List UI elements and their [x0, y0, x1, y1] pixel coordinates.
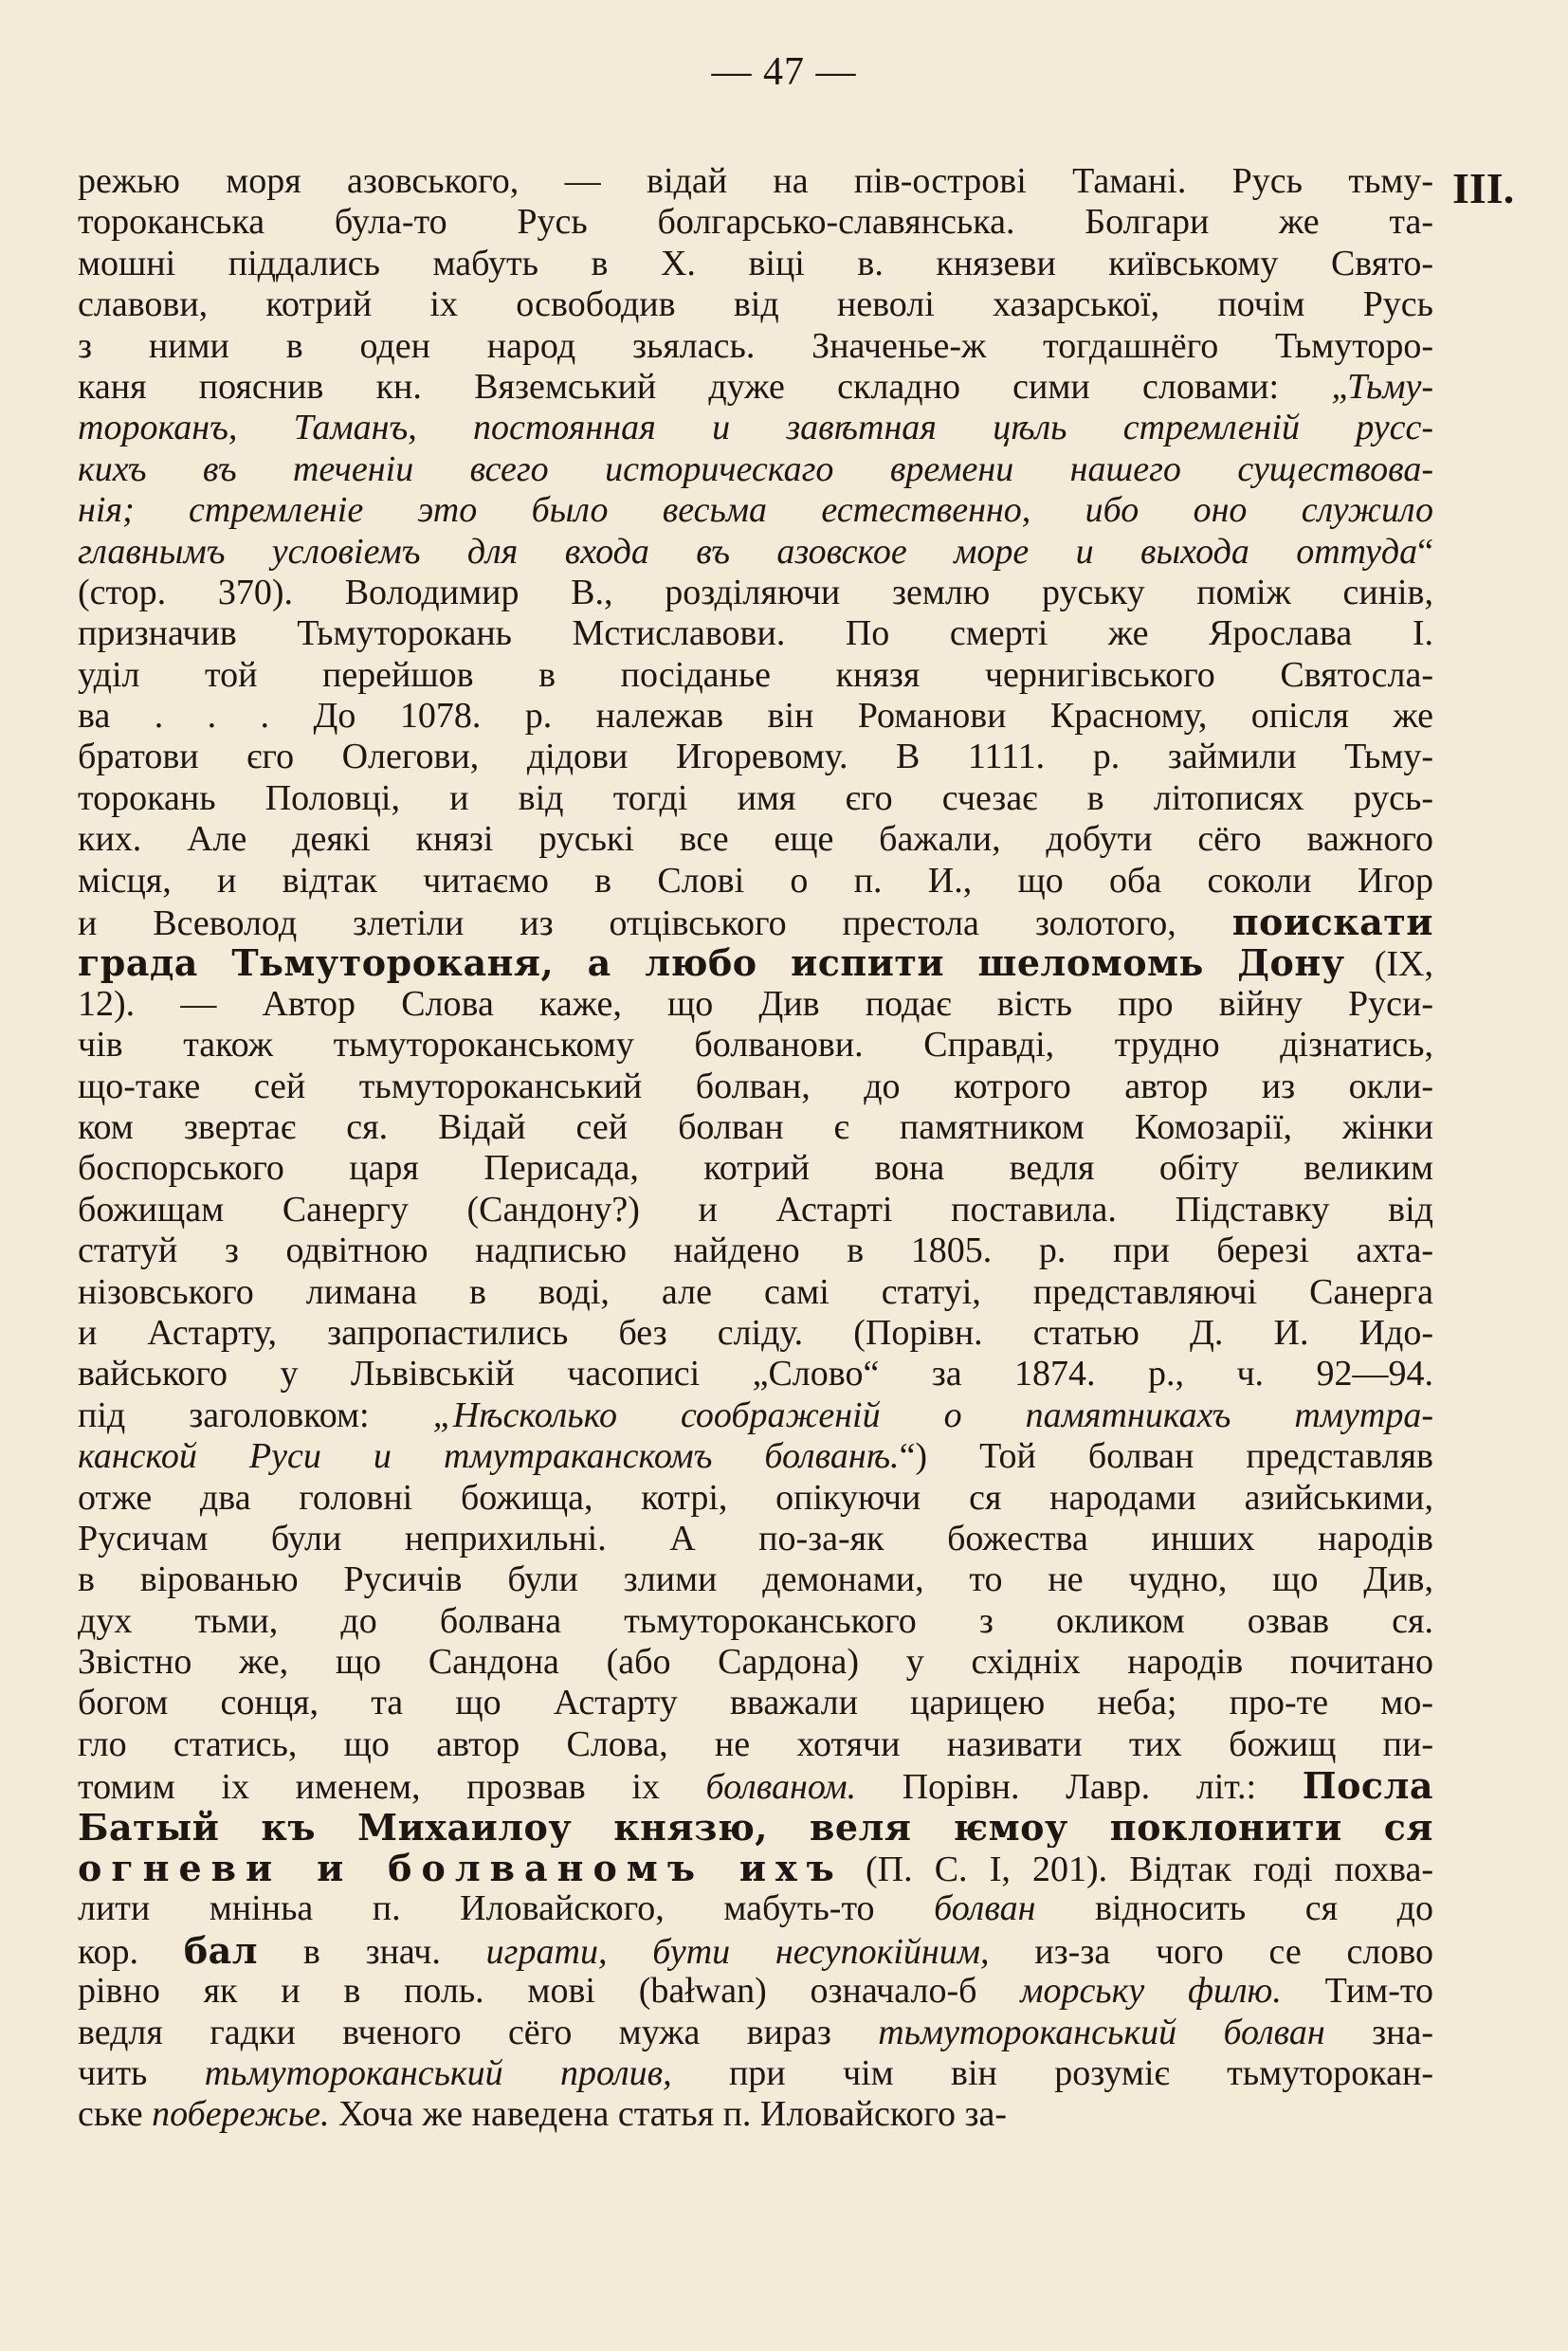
text-segment: и Астарту, запропастились без сліду. (Порівн. статью Д. И. Идо-: [78, 1312, 1433, 1353]
text-segment: в знач.: [258, 1931, 486, 1972]
text-line: [78, 737, 1433, 777]
text-line: [78, 2053, 1433, 2094]
text-line: [78, 2013, 1433, 2053]
text-line: [78, 1025, 1433, 1066]
text-segment: нізовського лимана в воді, але самі статуі, представляючі Санерга: [78, 1271, 1433, 1312]
text-line: [78, 1478, 1433, 1519]
text-segment: з ними в оден народ зьялась. Значенье-ж тогдашнёго Тьмуторо-: [78, 325, 1433, 366]
text-line: [78, 1436, 1433, 1477]
text-line: [78, 1519, 1433, 1559]
text-segment: божищам Санергу (Сандону?) и Астарті поставила. Підставку від: [78, 1189, 1433, 1230]
text-segment: каня пояснив кн. Вяземський дуже складно сими словами:: [78, 366, 1332, 407]
text-line: [78, 573, 1433, 613]
text-segment: дух тьми, до болвана тьмутороканського з окликом озвав ся.: [78, 1600, 1433, 1641]
text-segment: уділ той перейшов в посіданье князя чернигівського Святосла-: [78, 654, 1433, 695]
styled-text-segment: „Нѣсколько соображеній о памятникахъ тмутра-: [432, 1394, 1433, 1435]
text-segment: при чім він розуміє тьмуторокан-: [671, 2052, 1433, 2093]
styled-text-segment: болван: [934, 1888, 1036, 1929]
text-segment: (П. С. I, 201). Відтак годі похва-: [843, 1850, 1433, 1889]
text-segment: тороканська була-то Русь болгарсько-славянська. Болгари же та-: [78, 202, 1433, 243]
text-segment: (стор. 370). Володимир В., розділяючи землю руську поміж синів,: [78, 572, 1433, 612]
text-line: [78, 1642, 1433, 1683]
text-segment: призначив Тьмуторокань Мстиславови. По смерті же Ярослава I.: [78, 613, 1433, 654]
styled-text-segment: играти, бути несупокійним,: [485, 1931, 990, 1972]
text-line: [78, 1354, 1433, 1394]
text-line: [78, 696, 1433, 737]
styled-text-segment: главнымъ условіемъ для входа въ азовское море и выхода оттуда: [78, 531, 1418, 572]
text-line: [78, 326, 1433, 367]
text-segment: “) Той болван представляв: [899, 1436, 1433, 1477]
styled-text-segment: болваном.: [705, 1767, 857, 1807]
styled-text-segment: нія; стремленіе это было весьма естественно, ибо оно служило: [78, 490, 1433, 531]
text-segment: лити мніньа п. Иловайского, мабуть-то: [78, 1888, 935, 1929]
text-line: [78, 902, 1433, 942]
text-line: [78, 1148, 1433, 1189]
text-segment: ва . . . До 1078. р. належав він Романови Красному, опісля же: [78, 696, 1433, 737]
text-line: [78, 942, 1433, 983]
styled-text-segment: огневи и болваномъ ихъ: [78, 1848, 844, 1889]
text-line: [78, 1395, 1433, 1436]
text-segment: мошні піддались мабуть в X. віці в. князеви київському Свято-: [78, 243, 1433, 283]
text-segment: відносить ся до: [1035, 1888, 1433, 1929]
text-segment: місця, и відтак читаємо в Слові о п. И., що оба соколи Игор: [78, 860, 1433, 901]
text-segment: братови єго Олегови, дідови Игоревому. В 1111. р. займили Тьму-: [78, 737, 1433, 777]
text-segment: торокань Половці, и від тогді имя єго счезає в літописях русь-: [78, 777, 1433, 818]
text-line: [78, 819, 1433, 860]
body-text: [78, 161, 1433, 2136]
text-line: [78, 532, 1433, 573]
text-segment: зна-: [1324, 2012, 1433, 2052]
text-line: [78, 1313, 1433, 1354]
text-segment: що-таке сей тьмутороканський болван, до котрого автор из окли-: [78, 1066, 1433, 1106]
text-line: [78, 1559, 1433, 1600]
text-line: [78, 1848, 1433, 1888]
text-segment: рівно як и в поль. мові (bałwan) означало-б: [78, 1971, 1021, 2012]
styled-text-segment: тороканъ, Таманъ, постоянная и завѣтная цѣль стремленій русс-: [78, 408, 1433, 448]
text-line: [78, 1107, 1433, 1148]
text-segment: в вірованью Русичів були злими демонами, то не чудно, що Див,: [78, 1559, 1433, 1600]
text-line: [78, 449, 1433, 490]
text-line: [78, 1807, 1433, 1848]
text-line: [78, 1066, 1433, 1107]
text-line: [78, 1971, 1433, 2012]
text-line: [78, 1724, 1433, 1765]
styled-text-segment: канской Руси и тмутраканскомъ болванѣ.: [78, 1436, 900, 1477]
text-segment: ких. Але деякі князі руські все еще бажали, добути сёго важного: [78, 819, 1433, 860]
styled-text-segment: бал: [183, 1929, 259, 1972]
text-line: [78, 284, 1433, 325]
styled-text-segment: тьмутороканський пролив,: [204, 2052, 672, 2093]
text-line: [78, 778, 1433, 819]
text-segment: чить: [78, 2052, 205, 2093]
text-segment: богом сонця, та що Астарту вважали царицею неба; про-те мо-: [78, 1683, 1433, 1723]
text-segment: томим іх именем, прозвав іх: [78, 1767, 706, 1807]
text-line: [78, 1930, 1433, 1971]
text-segment: боспорського царя Перисада, котрий вона ведля обіту великим: [78, 1148, 1433, 1189]
text-line: [78, 408, 1433, 448]
styled-text-segment: „Тьму-: [1331, 366, 1433, 407]
text-line: [78, 244, 1433, 284]
text-line: [78, 1601, 1433, 1642]
styled-text-segment: Батый къ Михаилоу князю, веля ѥмоу поклонити ся: [78, 1806, 1433, 1849]
text-segment: и Всеволод злетіли из отцівського престола золотого,: [78, 903, 1232, 943]
text-segment: гло статись, що автор Слова, не хотячи називати тих божищ пи-: [78, 1723, 1433, 1764]
text-line: [78, 161, 1433, 202]
text-line: [78, 655, 1433, 696]
text-segment: Порівн. Лавр. літ.:: [856, 1767, 1303, 1807]
styled-text-segment: побережье.: [152, 2094, 330, 2135]
text-segment: Звістно же, що Сандона (або Сардона) у східніх народів почитано: [78, 1642, 1433, 1683]
text-segment: чів також тьмутороканському болванови. Справді, трудно дізнатись,: [78, 1025, 1433, 1066]
text-segment: ське: [78, 2094, 153, 2135]
styled-text-segment: града Тьмутороканя, а любо испити шеломомь Дону: [78, 942, 1345, 984]
styled-text-segment: тьмутороканський болван: [878, 2012, 1325, 2052]
text-line: [78, 202, 1433, 243]
text-segment: отже два головні божища, котрі, опікуючи ся народами азийськими,: [78, 1477, 1433, 1518]
styled-text-segment: Посла: [1302, 1765, 1433, 1807]
text-segment: кор.: [78, 1931, 184, 1972]
text-line: [78, 1888, 1433, 1929]
text-line: [78, 984, 1433, 1025]
text-line: [78, 861, 1433, 902]
text-segment: славови, котрий іх освободив від неволі хазарської, почім Русь: [78, 284, 1433, 325]
text-line: [78, 1765, 1433, 1806]
page-number: — 47 —: [711, 50, 857, 94]
text-segment: Тим-то: [1281, 1971, 1433, 2012]
styled-text-segment: морську филю.: [1020, 1971, 1282, 2012]
text-segment: під заголовком:: [78, 1394, 433, 1435]
text-segment: Хоча же наведена статья п. Иловайского за-: [329, 2094, 1008, 2135]
styled-text-segment: кихъ въ теченіи всего историческаго времени нашего существова-: [78, 448, 1433, 489]
text-segment: ком звертає ся. Відай сей болван є памятником Комозарії, жінки: [78, 1106, 1433, 1147]
text-line: [78, 1190, 1433, 1230]
text-segment: (IX,: [1344, 944, 1433, 984]
text-line: [78, 1230, 1433, 1271]
text-segment: статуй з одвітною надписью найдено в 1805. р. при березі ахта-: [78, 1230, 1433, 1271]
text-segment: ведля гадки вченого сёго мужа вираз: [78, 2012, 879, 2052]
text-line: [78, 613, 1433, 654]
text-segment: из-за чого се слово: [989, 1931, 1433, 1972]
text-segment: Русичам були неприхильні. А по-за-як божества инших народів: [78, 1518, 1433, 1558]
text-line: [78, 490, 1433, 531]
text-line: [78, 1683, 1433, 1723]
text-segment: 12). — Автор Слова каже, що Див подає вість про війну Руси-: [78, 983, 1433, 1024]
text-segment: “: [1417, 531, 1433, 572]
text-line: [78, 1272, 1433, 1313]
text-line: [78, 2094, 1433, 2135]
text-segment: режью моря азовського, — відай на пів-острові Тамані. Русь тьму-: [78, 161, 1433, 201]
text-line: [78, 367, 1433, 408]
margin-note: III.: [1452, 164, 1515, 212]
text-segment: вайського у Львівській часописі „Слово“ за 1874. р., ч. 92—94.: [78, 1354, 1433, 1394]
styled-text-segment: поискати: [1231, 902, 1433, 943]
